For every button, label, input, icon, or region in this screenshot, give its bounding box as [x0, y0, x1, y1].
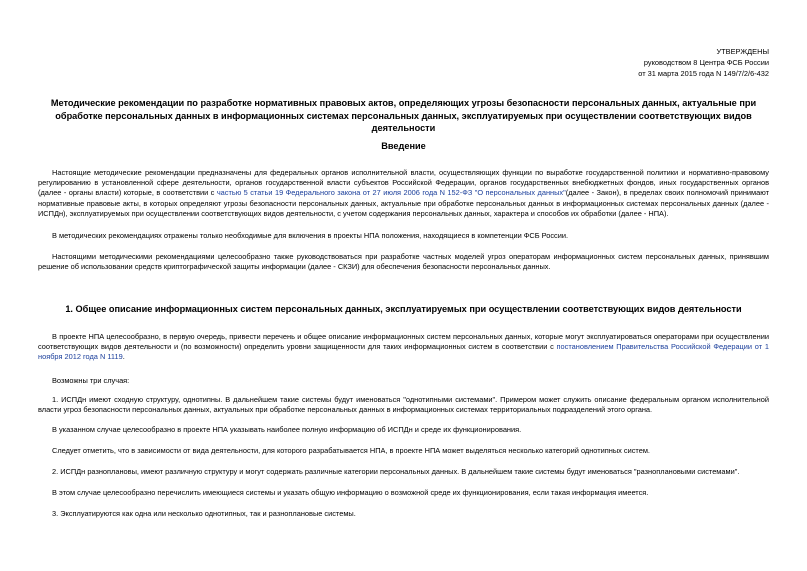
section-1-paragraph-4: В указанном случае целесообразно в проекте НПА указывать наиболее полную информацию об ИСПДн и среде их функционирования.	[52, 425, 522, 434]
intro-heading: Введение	[381, 141, 426, 151]
section-1-paragraph-3: 1. ИСПДн имеют сходную структуру, однотипны. В дальнейшем такие системы будут именоваться "однотипными системами". Примером может служить описание федеральным органом исполнительной власти угроз безопасности персональных данных, актуальных при обработке персональных данных в информационных системах территориальных подразделений этого органа.	[38, 395, 769, 415]
section-1-paragraph-8: 3. Эксплуатируются как одна или несколько однотипных, так и разноплановые системы.	[52, 509, 356, 518]
section-1-paragraph-7: В этом случае целесообразно перечислить имеющиеся системы и указать общую информацию о возможной среде их функционирования, если такая информация имеется.	[52, 488, 649, 497]
section-1-paragraph-5: Следует отметить, что в зависимости от вида деятельности, для которого разрабатывается НПА, в проекте НПА может выделяться несколько категорий однотипных систем.	[52, 446, 650, 455]
section-1-heading: 1. Общее описание информационных систем персональных данных, эксплуатируемых при осуществлении соответствующих видов деятельности	[65, 304, 742, 314]
approval-line-1: УТВЕРЖДЕНЫ	[716, 47, 769, 56]
approval-stamp	[638, 46, 769, 79]
intro-paragraph-2: В методических рекомендациях отражены только необходимые для включения в проекты НПА положения, находящиеся в компетенции ФСБ России.	[52, 231, 569, 240]
section-1-paragraph-2: Возможны три случая:	[52, 376, 130, 385]
intro-paragraph-1-text-b: (далее - Закон), в пределах своих полномочий принимают нормативные правовые акты, в которых определяют угрозы безопасности персональных данных, актуальные при обработке персональных данных в информационных системах персональных данных (далее - ИСПДн), эксплуатируемых при осуществлении соответствующих видов деятельности, с учетом содержания персональных данных, характера и способов их обработки (далее - НПА).	[38, 188, 769, 218]
approval-line-3: от 31 марта 2015 года N 149/7/2/6-432	[638, 69, 769, 78]
federal-law-link[interactable]: частью 5 статьи 19 Федерального закона от 27 июля 2006 года N 152-ФЗ "О персональных данных"	[216, 188, 566, 198]
section-1-paragraph-6: 2. ИСПДн разноплановы, имеют различную структуру и могут содержать различные категории персональных данных. В дальнейшем такие системы будут именоваться "разноплановыми системами".	[52, 467, 740, 476]
government-decree-link[interactable]: постановлением Правительства Российской Федерации от 1 ноября 2012 года N 1119	[38, 342, 769, 362]
section-1-paragraph-1-text-a: В проекте НПА целесообразно, в первую очередь, привести перечень и общее описание информационных систем персональных данных, которые могут эксплуатироваться операторами при осуществлении соответствующих видов деятельности и (по возможности) определить уровни защищенности для таких информационных систем в соответствии с	[38, 332, 769, 352]
approval-line-2: руководством 8 Центра ФСБ России	[643, 58, 769, 67]
section-1-paragraph-1-text-b: .	[122, 352, 125, 362]
intro-paragraph-1-text-a: Настоящие методические рекомендации предназначены для федеральных органов исполнительной власти, осуществляющих функции по выработке государственной политики и нормативно-правовому регулированию в установленной сфере деятельности, органов государственной власти субъектов Российской Федерации, органов государственных внебюджетных фондов, иных государственных органов (далее - органы власти) которые, в соответствии с	[38, 168, 769, 198]
section-1-paragraph-1	[38, 332, 769, 363]
document-title: Методические рекомендации по разработке нормативных правовых актов, определяющих угрозы безопасности персональных данных, актуальные при обработке персональных данных в информационных системах персональных данных, эксплуатируемых при осуществлении соответствующих видов деятельности	[50, 98, 757, 133]
intro-paragraph-3: Настоящими методическими рекомендациями целесообразно также руководствоваться при разработке частных моделей угроз операторам информационных систем персональных данных, принявшим решение об использовании средств криптографической защиты информации (далее - СКЗИ) для обеспечения безопасности персональных данных.	[38, 252, 769, 272]
intro-paragraph-1	[38, 168, 769, 219]
